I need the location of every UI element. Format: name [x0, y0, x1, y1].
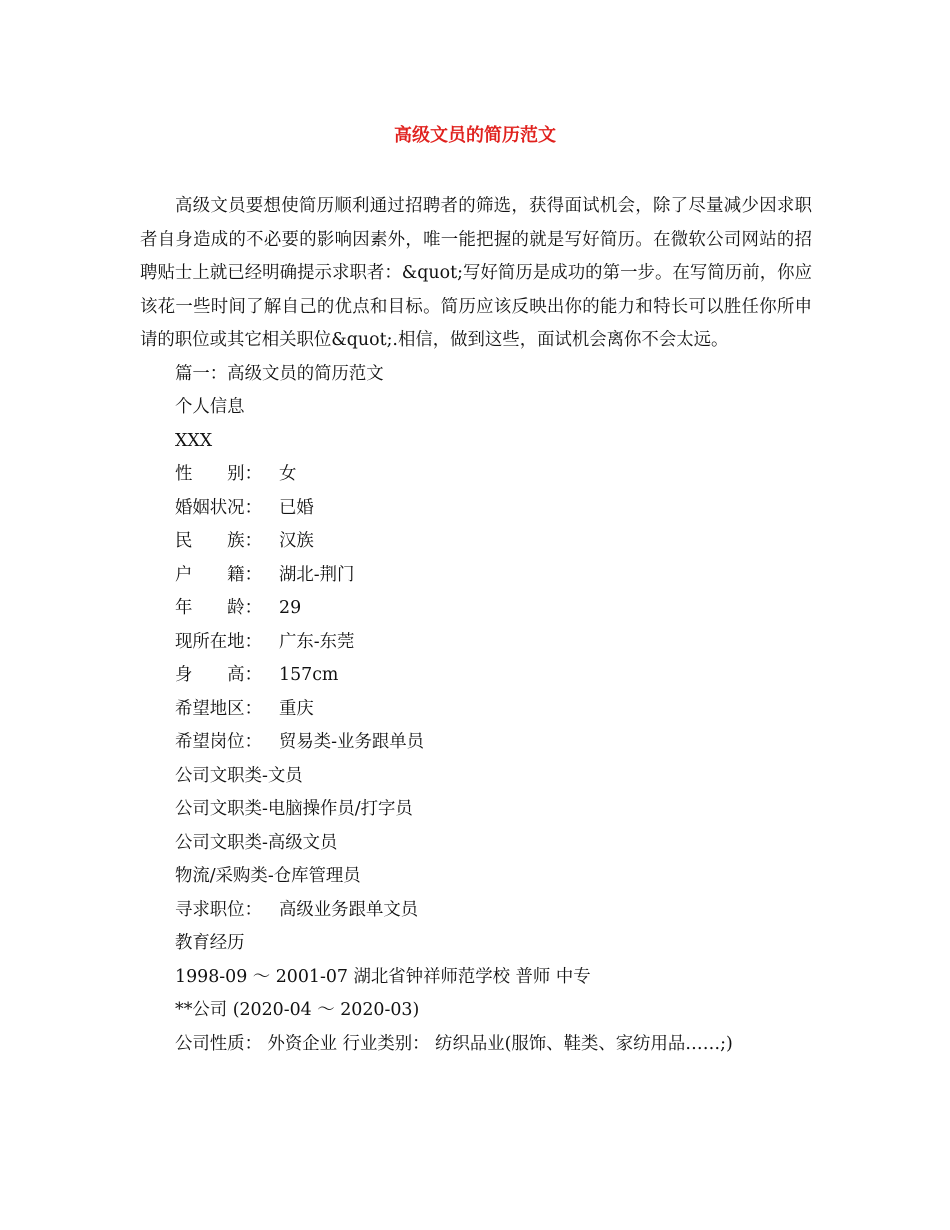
job-category-list: [140, 760, 812, 894]
intro-paragraph: 高级文员要想使简历顺利通过招聘者的筛选，获得面试机会，除了尽量减少因求职者自身造成的不必要的影响因素外，唯一能把握的就是写好简历。在微软公司网站的招聘贴士上就已经明确提示求职者：&quot;写好简历是成功的第一步。在写简历前，你应该花一些时间了解自己的优点和目标。简历应该反映出你的能力和特长可以胜任你所申请的职位或其它相关职位&quot;.相信，做到这些，面试机会离你不会太远。: [140, 196, 812, 350]
document-title: 高级文员的简历范文: [394, 125, 556, 146]
field-value: 29: [279, 598, 302, 618]
field-value: 广东-东莞: [279, 631, 355, 652]
field-value: 重庆: [279, 698, 314, 719]
education-entry: 1998-09 ～ 2001-07 湖北省钟祥师范学校 普师 中专: [175, 966, 591, 987]
seek-position-row: [140, 894, 812, 928]
document-body: [140, 190, 812, 1061]
field-label: 婚姻状况：: [175, 497, 262, 518]
field-label: 年 龄：: [175, 598, 262, 618]
field-row: [140, 559, 812, 593]
field-label: 户 籍：: [175, 564, 262, 585]
applicant-name: XXX: [175, 430, 213, 451]
field-row: [140, 659, 812, 693]
field-label: 民 族：: [175, 531, 262, 551]
field-value: 汉族: [279, 531, 314, 551]
job-category-item: 公司文职类-高级文员: [175, 832, 338, 853]
field-value: 女: [279, 464, 297, 484]
field-value: 157cm: [279, 665, 339, 685]
field-row: [140, 693, 812, 727]
field-value: 湖北-荆门: [279, 564, 355, 585]
field-row: [140, 626, 812, 660]
seek-position-label: 寻求职位：: [175, 899, 262, 920]
job-category-item: 物流/采购类-仓库管理员: [175, 866, 361, 886]
job-category-item: 公司文职类-文员: [175, 765, 303, 786]
field-value: 已婚: [279, 497, 314, 518]
section-heading: 篇一：高级文员的简历范文: [175, 363, 384, 384]
field-label: 性 别：: [175, 464, 262, 484]
field-row: [140, 726, 812, 760]
field-value: 贸易类-业务跟单员: [279, 732, 425, 752]
company-entry: **公司 (2020-04 ～ 2020-03): [175, 1000, 420, 1020]
field-row: [140, 458, 812, 492]
field-label: 身 高：: [175, 665, 262, 685]
company-nature-line: 公司性质： 外资企业 行业类别： 纺织品业(服饰、鞋类、家纺用品……;): [175, 1033, 733, 1054]
field-label: 希望地区：: [175, 698, 262, 719]
field-row: [140, 592, 812, 626]
personal-fields: [140, 458, 812, 760]
field-label: 希望岗位：: [175, 732, 262, 752]
education-heading: 教育经历: [175, 933, 245, 953]
personal-info-heading: 个人信息: [175, 397, 245, 417]
field-label: 现所在地：: [175, 631, 262, 652]
field-row: [140, 492, 812, 526]
seek-position-value: 高级业务跟单文员: [279, 899, 419, 920]
job-category-item: 公司文职类-电脑操作员/打字员: [175, 799, 413, 819]
field-row: [140, 525, 812, 559]
